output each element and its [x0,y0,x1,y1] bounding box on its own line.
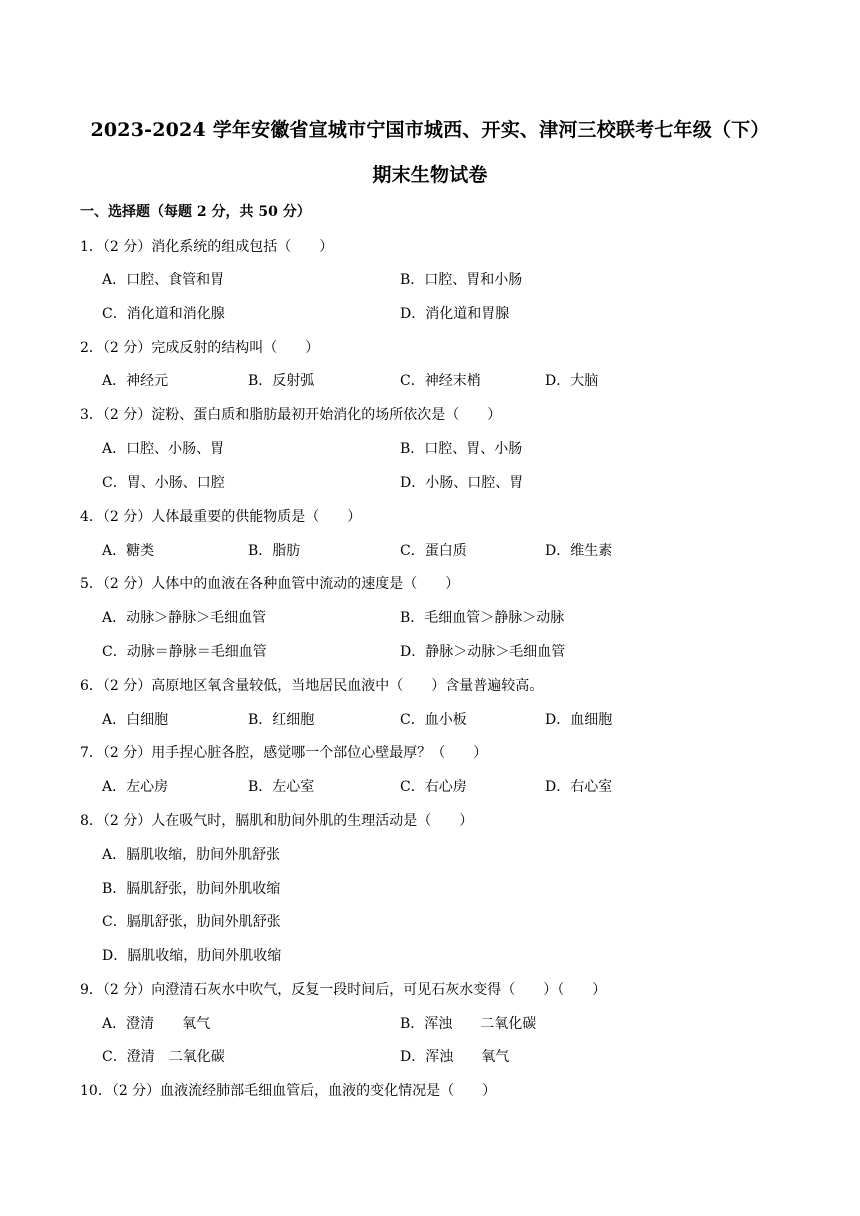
question-8-option-d: D．膈肌收缩，肋间外肌收缩 [102,948,282,964]
question-2-option-d: D．大脑 [545,373,599,389]
question-1-option-b: B．口腔、胃和小肠 [400,272,523,288]
question-5-option-c: C．动脉＝静脉＝毛细血管 [102,644,267,660]
question-4-option-b: B．脂肪 [248,543,301,559]
question-3-option-a: A．口腔、小肠、胃 [102,441,225,457]
question-2-option-a: A．神经元 [102,373,169,389]
question-2-option-c: C．神经末梢 [400,373,481,389]
question-9-option-a: A．澄清 氧气 [102,1016,211,1032]
question-6-stem: 6．（2 分）高原地区氧含量较低，当地居民血液中（ ）含量普遍较高。 [80,678,544,694]
question-9-option-b: B．浑浊 二氧化碳 [400,1016,537,1032]
question-7-option-a: A．左心房 [102,779,169,795]
paper-title-line2: 期末生物试卷 [372,164,488,186]
question-7-option-c: C．右心房 [400,779,467,795]
question-5-option-b: B．毛细血管＞静脉＞动脉 [400,610,565,626]
question-1-option-c: C．消化道和消化腺 [102,306,225,322]
question-4-option-a: A．糖类 [102,543,155,559]
question-5-stem: 5．（2 分）人体中的血液在各种血管中流动的速度是（ ） [80,576,460,592]
question-8-option-a: A．膈肌收缩，肋间外肌舒张 [102,847,281,863]
question-9-stem: 9．（2 分）向澄清石灰水中吹气，反复一段时间后，可见石灰水变得（ ）（ ） [80,982,607,998]
question-5-option-d: D．静脉＞动脉＞毛细血管 [400,644,566,660]
question-3-option-c: C．胃、小肠、口腔 [102,475,225,491]
question-1-option-a: A．口腔、食管和胃 [102,272,225,288]
question-4-stem: 4．（2 分）人体最重要的供能物质是（ ） [80,509,362,525]
question-6-option-a: A．白细胞 [102,712,169,728]
question-8-option-c: C．膈肌舒张，肋间外肌舒张 [102,914,281,930]
question-7-stem: 7．（2 分）用手捏心脏各腔，感觉哪一个部位心壁最厚？（ ） [80,745,488,761]
question-4-option-d: D．维生素 [545,543,613,559]
question-1-option-d: D．消化道和胃腺 [400,306,510,322]
question-8-stem: 8．（2 分）人在吸气时，膈肌和肋间外肌的生理活动是（ ） [80,813,474,829]
question-4-option-c: C．蛋白质 [400,543,467,559]
question-9-option-d: D．浑浊 氧气 [400,1049,510,1065]
question-3-stem: 3．（2 分）淀粉、蛋白质和脂肪最初开始消化的场所依次是（ ） [80,407,502,423]
question-3-option-d: D．小肠、口腔、胃 [400,475,524,491]
question-2-stem: 2．（2 分）完成反射的结构叫（ ） [80,340,320,356]
question-6-option-d: D．血细胞 [545,712,613,728]
question-3-option-b: B．口腔、胃、小肠 [400,441,523,457]
paper-title-line1: 2023-2024 学年安徽省宣城市宁国市城西、开实、津河三校联考七年级（下） [90,119,770,141]
question-5-option-a: A．动脉＞静脉＞毛细血管 [102,610,267,626]
question-6-option-b: B．红细胞 [248,712,315,728]
question-10-stem: 10．（2 分）血液流经肺部毛细血管后，血液的变化情况是（ ） [80,1083,497,1099]
question-1-stem: 1．（2 分）消化系统的组成包括（ ） [80,239,334,255]
section-heading: 一、选择题（每题 2 分，共 50 分） [80,204,311,220]
question-8-option-b: B．膈肌舒张，肋间外肌收缩 [102,881,281,897]
question-6-option-c: C．血小板 [400,712,467,728]
question-9-option-c: C．澄清 二氧化碳 [102,1049,225,1065]
question-7-option-d: D．右心室 [545,779,613,795]
question-2-option-b: B．反射弧 [248,373,315,389]
question-7-option-b: B．左心室 [248,779,315,795]
